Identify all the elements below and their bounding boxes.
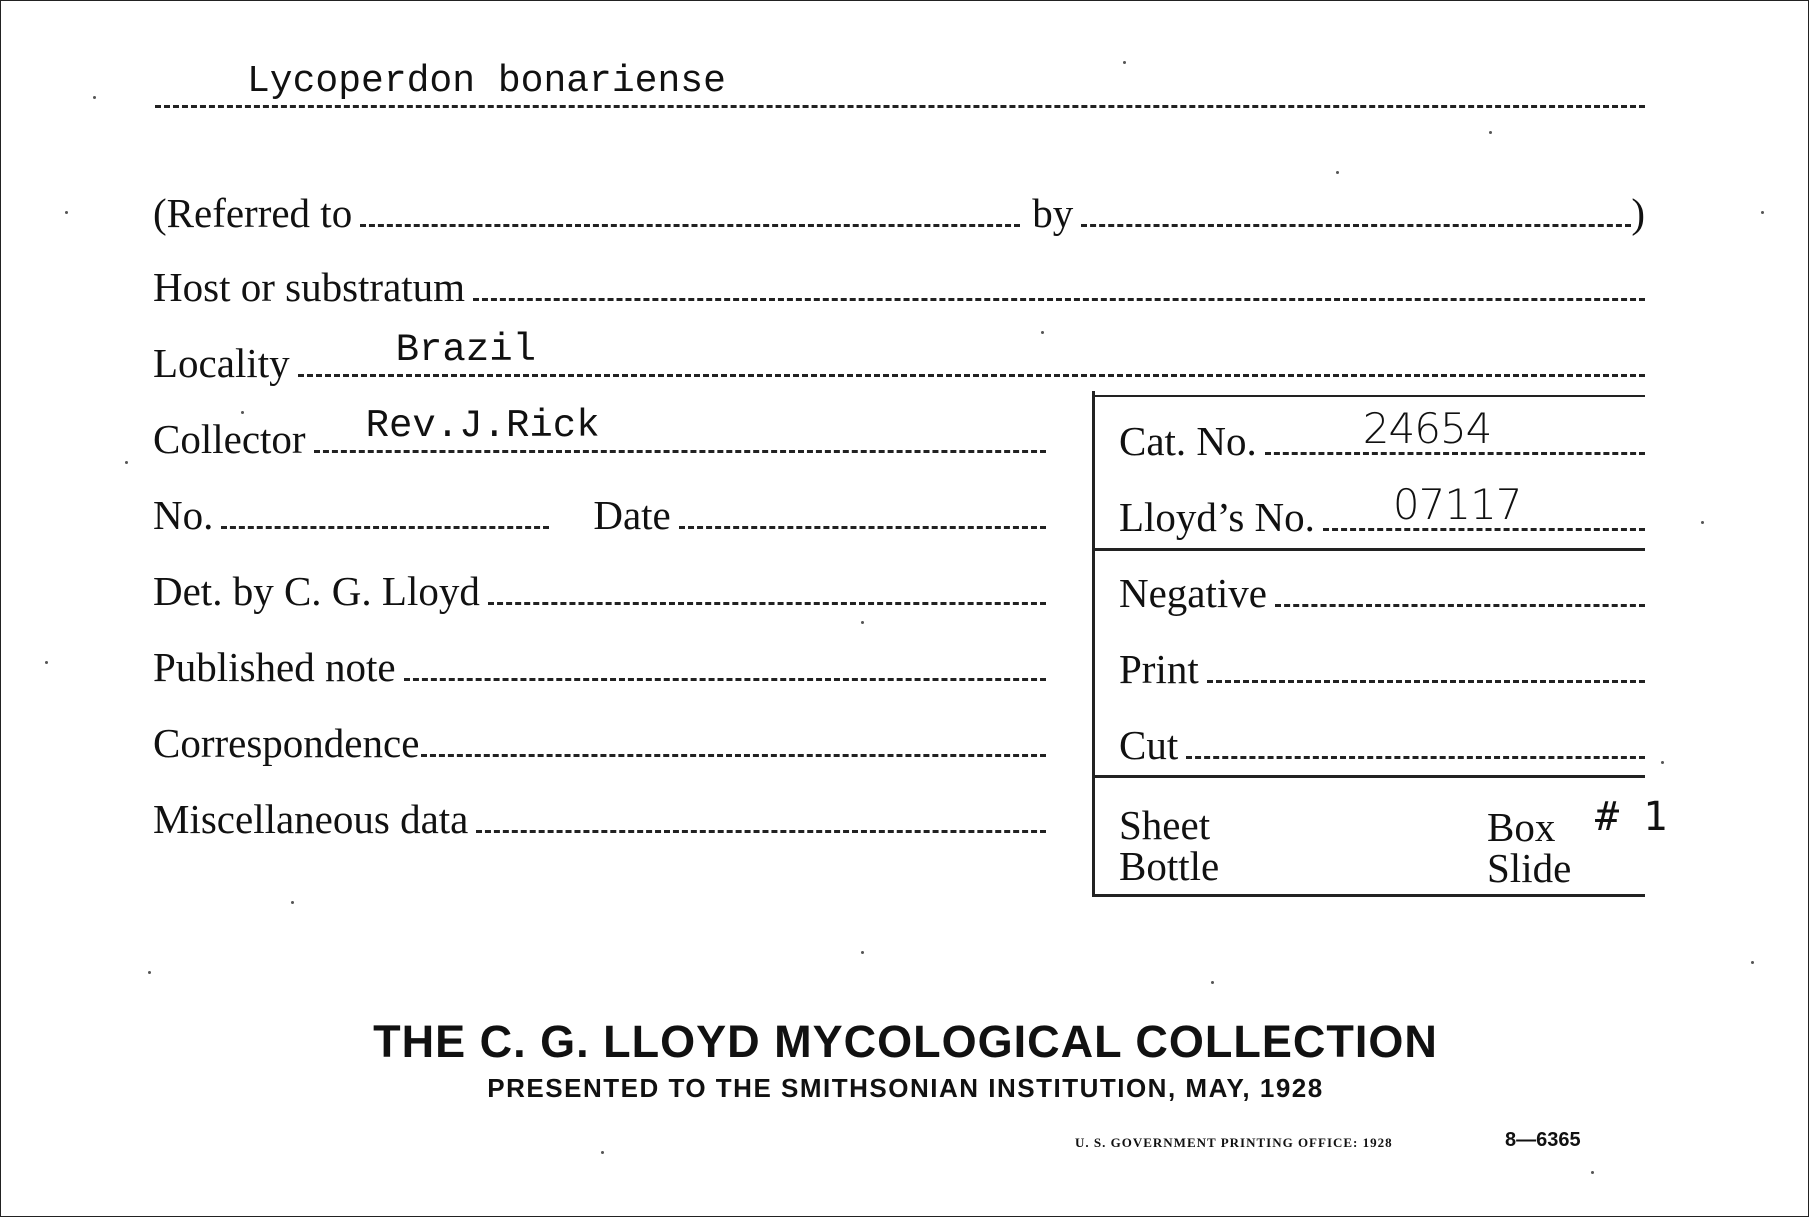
locality-value: Brazil: [395, 328, 537, 372]
form-number: 8—6365: [1505, 1129, 1581, 1151]
misc-label: Miscellaneous data: [153, 796, 469, 842]
collector-line: [314, 404, 1046, 453]
locality-line: [298, 328, 1645, 377]
published-note-label: Published note: [153, 644, 396, 690]
box-label: Box: [1487, 804, 1556, 850]
sheet-label: Sheet: [1119, 802, 1211, 848]
published-note-line: [404, 678, 1046, 681]
negative-row: [1119, 570, 1645, 616]
misc-line: [476, 830, 1046, 833]
cat-no-value: 24654: [1362, 404, 1492, 453]
no-date-row: [153, 492, 1046, 538]
det-row: [153, 568, 1046, 614]
det-by-line: [488, 602, 1046, 605]
collection-subtitle: PRESENTED TO THE SMITHSONIAN INSTITUTION, MAY, 1928: [487, 1073, 1324, 1103]
no-label: No.: [153, 492, 214, 538]
bottle-label: Bottle: [1119, 843, 1220, 889]
collector-row: [153, 404, 1046, 462]
cat-no-line: [1265, 404, 1645, 455]
by-line: [1081, 224, 1631, 227]
close-paren: ): [1631, 190, 1645, 236]
no-line: [221, 526, 549, 529]
collector-value: Rev.J.Rick: [365, 404, 600, 448]
collection-title: THE C. G. LLOYD MYCOLOGICAL COLLECTION: [373, 1016, 1438, 1067]
negative-line: [1275, 604, 1645, 607]
published-row: [153, 644, 1046, 690]
box-panel-bottom-rule: [1094, 894, 1645, 897]
host-line: [473, 298, 1645, 301]
box-panel-rule-1: [1094, 548, 1645, 551]
host-label: Host or substratum: [153, 264, 466, 310]
locality-row: [153, 328, 1645, 386]
referred-row: [153, 190, 1645, 236]
correspondence-row: [153, 720, 1046, 766]
host-row: [153, 264, 1645, 310]
print-label: Print: [1119, 646, 1199, 692]
box-panel-top-rule: [1094, 395, 1645, 397]
species-row: [155, 60, 1645, 115]
slide-label: Slide: [1487, 845, 1572, 891]
det-by-label: Det. by C. G. Lloyd: [153, 568, 480, 614]
lloyds-no-row: [1119, 480, 1645, 540]
species-name: Lycoperdon bonariense: [247, 60, 726, 103]
misc-row: [153, 796, 1046, 842]
referred-to-label: (Referred to: [153, 190, 353, 236]
date-line: [679, 526, 1046, 529]
cut-line: [1186, 756, 1645, 759]
negative-label: Negative: [1119, 570, 1267, 616]
cat-no-row: [1119, 404, 1645, 464]
cut-row: [1119, 722, 1645, 768]
species-line: [155, 60, 1645, 108]
box-panel-rule-2: [1094, 775, 1645, 778]
lloyds-no-label: Lloyd’s No.: [1119, 494, 1315, 540]
correspondence-line: [421, 754, 1046, 757]
referred-to-line: [360, 224, 1020, 227]
date-label: Date: [593, 492, 671, 538]
lloyds-no-value: 07117: [1392, 480, 1522, 529]
lloyds-no-line: [1323, 480, 1645, 531]
correspondence-label: Correspondence: [153, 720, 420, 766]
by-label: by: [1032, 190, 1074, 236]
print-row: [1119, 646, 1645, 692]
collector-label: Collector: [153, 416, 306, 462]
print-line: [1207, 680, 1645, 683]
printer-line: U. S. GOVERNMENT PRINTING OFFICE: 1928: [1075, 1135, 1393, 1150]
box-panel-left-rule: [1092, 391, 1095, 897]
cat-no-label: Cat. No.: [1119, 418, 1257, 464]
locality-label: Locality: [153, 340, 290, 386]
box-number: # 1: [1595, 794, 1668, 840]
cut-label: Cut: [1119, 722, 1179, 768]
